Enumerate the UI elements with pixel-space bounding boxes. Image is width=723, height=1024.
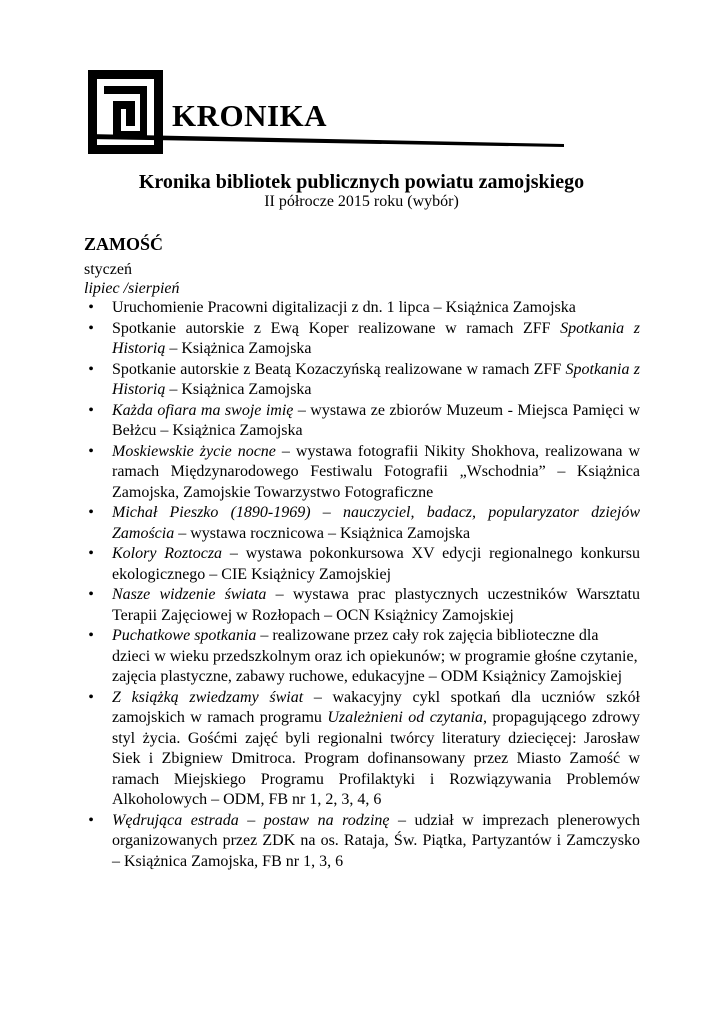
list-item xyxy=(84,360,640,401)
list-item xyxy=(84,442,640,504)
list-item xyxy=(84,688,640,811)
item-text: – udział w imprezach plenerowych organizowanych przez ZDK na os. Rataja, Św. Piątka, Partyzantów i Zamczysko – Książnica Zamojska, FB nr 1, 3, 6 xyxy=(112,811,641,870)
bullet-icon: • xyxy=(88,545,94,562)
list-item xyxy=(84,298,640,319)
item-italic-text: Spotkania z Historią xyxy=(112,319,641,357)
document-title: Kronika bibliotek publicznych powiatu zamojskiego xyxy=(138,171,585,193)
list-item xyxy=(84,319,640,360)
item-text: – wystawa rocznicowa – Książnica Zamojska xyxy=(174,524,471,542)
item-italic-text: Uzależnieni od czytania xyxy=(327,709,484,726)
item-text: Uruchomienie Pracowni digitalizacji z dn. 1 lipca – Książnica Zamojska xyxy=(112,299,576,316)
bullet-icon: • xyxy=(88,586,94,603)
month-label: styczeń xyxy=(84,261,132,278)
item-italic-text: Puchatkowe spotkania xyxy=(112,627,257,644)
bullet-icon: • xyxy=(88,360,94,378)
list-item xyxy=(84,585,640,626)
item-text: Spotkanie autorskie z Beatą Kozaczyńską realizowane w ramach ZFF xyxy=(112,360,566,378)
list-item xyxy=(84,626,640,688)
item-italic-text: Spotkania z Historią xyxy=(112,360,641,398)
bullet-icon: • xyxy=(88,299,94,316)
item-italic-text: Każda ofiara ma swoje imię xyxy=(112,401,294,419)
item-text: , propagującego zdrowy styl życia. Gośćmi zajęć byli regionalni twórcy literatury dziecięcej: Jarosław Siek i Zbigniew Dmitroca. Program dofinansowany przez Miasto Zamość w ramach Miejskiego Programu Profilaktyki i Rozwiązywania Problemów Alkoholowych – ODM, FB nr 1, 2, 3, 4, 6 xyxy=(112,709,640,808)
document-subtitle: II półrocze 2015 roku (wybór) xyxy=(264,193,459,210)
item-text: – wystawa ze zbiorów Muzeum - Miejsca Pamięci w Bełżcu – Książnica Zamojska xyxy=(112,401,641,439)
item-text: – wakacyjny cykl spotkań dla uczniów szkół zamojskich w ramach programu xyxy=(112,688,640,726)
event-list xyxy=(84,298,640,872)
list-item xyxy=(84,401,640,442)
kronika-title: KRONIKA xyxy=(172,98,328,133)
item-text: – Książnica Zamojska xyxy=(165,340,312,357)
bullet-icon: • xyxy=(88,401,94,419)
item-text: – wystawa prac plastycznych uczestników Warsztatu Terapii Zajęciowej w Rozłopach – OCN Książnicy Zamojskiej xyxy=(112,586,640,624)
bullet-icon: • xyxy=(88,688,94,706)
item-italic-text: Z książką zwiedzamy świat xyxy=(112,688,304,706)
bullet-icon: • xyxy=(88,811,94,829)
bullet-icon: • xyxy=(88,442,94,460)
item-text: – wystawa pokonkursowa XV edycji regionalnego konkursu ekologicznego – CIE Książnicy Zamojskiej xyxy=(112,545,641,583)
list-item xyxy=(84,544,640,585)
list-item xyxy=(84,503,640,544)
item-text: Spotkanie autorskie z Ewą Koper realizowane w ramach ZFF xyxy=(112,319,561,337)
item-italic-text: Michał Pieszko (1890-1969) – nauczyciel, badacz, popularyzator dziejów Zamościa xyxy=(112,504,640,542)
item-italic-text: Nasze widzenie świata xyxy=(112,586,267,603)
item-italic-text: Moskiewskie życie nocne xyxy=(112,442,276,460)
item-text: – Książnica Zamojska xyxy=(165,381,312,398)
section-heading: ZAMOŚĆ xyxy=(84,234,164,254)
bullet-icon: • xyxy=(88,319,94,337)
header-rule xyxy=(88,130,564,148)
item-italic-text: Kolory Roztocza xyxy=(112,545,223,562)
bullet-icon: • xyxy=(88,627,94,644)
item-italic-text: Wędrująca estrada – postaw na rodzinę xyxy=(112,811,390,829)
item-text: – realizowane przez cały rok zajęcia biblioteczne dla dzieci w wieku przedszkolnym oraz ich opiekunów; w programie głośne czytanie, zajęcia plastyczne, zabawy ruchowe, edukacyjne – ODM Książnicy Zamojskiej xyxy=(112,627,638,685)
month-label-italic: lipiec /sierpień xyxy=(84,280,180,297)
list-item xyxy=(84,811,640,873)
item-text: – wystawa fotografii Nikity Shokhova, realizowana w ramach Międzynarodowego Festiwalu Fotografii „Wschodnia” – Książnica Zamojska, Zamojskie Towarzystwo Fotograficzne xyxy=(112,442,640,501)
bullet-icon: • xyxy=(88,504,94,521)
